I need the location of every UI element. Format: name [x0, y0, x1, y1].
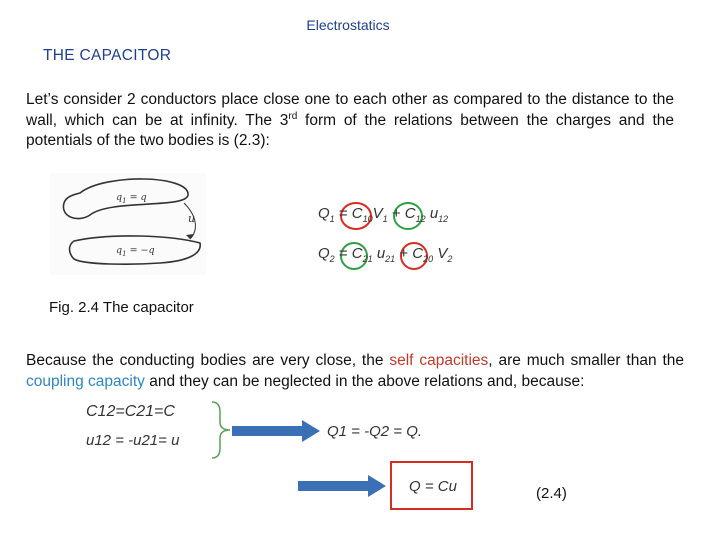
condition-u12: u12 = -u21= u	[86, 432, 180, 449]
paragraph-2-text-a: Because the conducting bodies are very close, the	[26, 352, 390, 369]
paragraph-2	[26, 351, 684, 392]
self-capacities-term: self capacities	[389, 352, 489, 369]
u-label: u	[188, 212, 196, 225]
intro-paragraph	[26, 90, 674, 152]
q2-label: $q_1 = -q$	[116, 245, 155, 258]
result-box	[390, 461, 473, 510]
relations-block	[314, 198, 464, 274]
capacitor-figure	[50, 173, 206, 275]
q1-label: $q_1 = q$	[116, 192, 147, 205]
arrow-right-icon	[232, 419, 322, 443]
paragraph-2-text-b: , are much smaller than the	[488, 352, 684, 369]
figure-caption: Fig. 2.4 The capacitor	[49, 299, 194, 316]
result-q1-q2: Q1 = -Q2 = Q.	[327, 423, 423, 440]
page-header: Electrostatics	[306, 17, 390, 33]
result-q-equals-cu: Q = Cu	[409, 478, 457, 495]
condition-c12: C12=C21=C	[86, 403, 175, 420]
relation-q2: $Q_2 = C_{21}$ $u_{21} + C_{20}$ $V_2$	[318, 245, 453, 264]
section-title: THE CAPACITOR	[43, 47, 172, 64]
coupling-capacity-term: coupling capacity	[26, 372, 145, 390]
relation-q1: $Q_1 = C_{10}V_1 + C_{12}$ $u_{12}$	[318, 205, 449, 224]
capacitor-drawing	[50, 173, 206, 275]
paragraph-2-text-c: and they can be neglected in the above relations and, because:	[144, 372, 585, 390]
intro-sup: rd	[288, 110, 298, 122]
intro-text-b: form of the relations between the charges and the potentials of the two bodies is (2.3):	[26, 111, 674, 149]
equation-number: (2.4)	[536, 485, 567, 502]
intro-text-a: Let’s consider 2 conductors place close one to each other as compared to the distance to the wall, which can be at infinity. The 3	[26, 91, 674, 129]
arrow-right-icon-2	[298, 474, 388, 498]
